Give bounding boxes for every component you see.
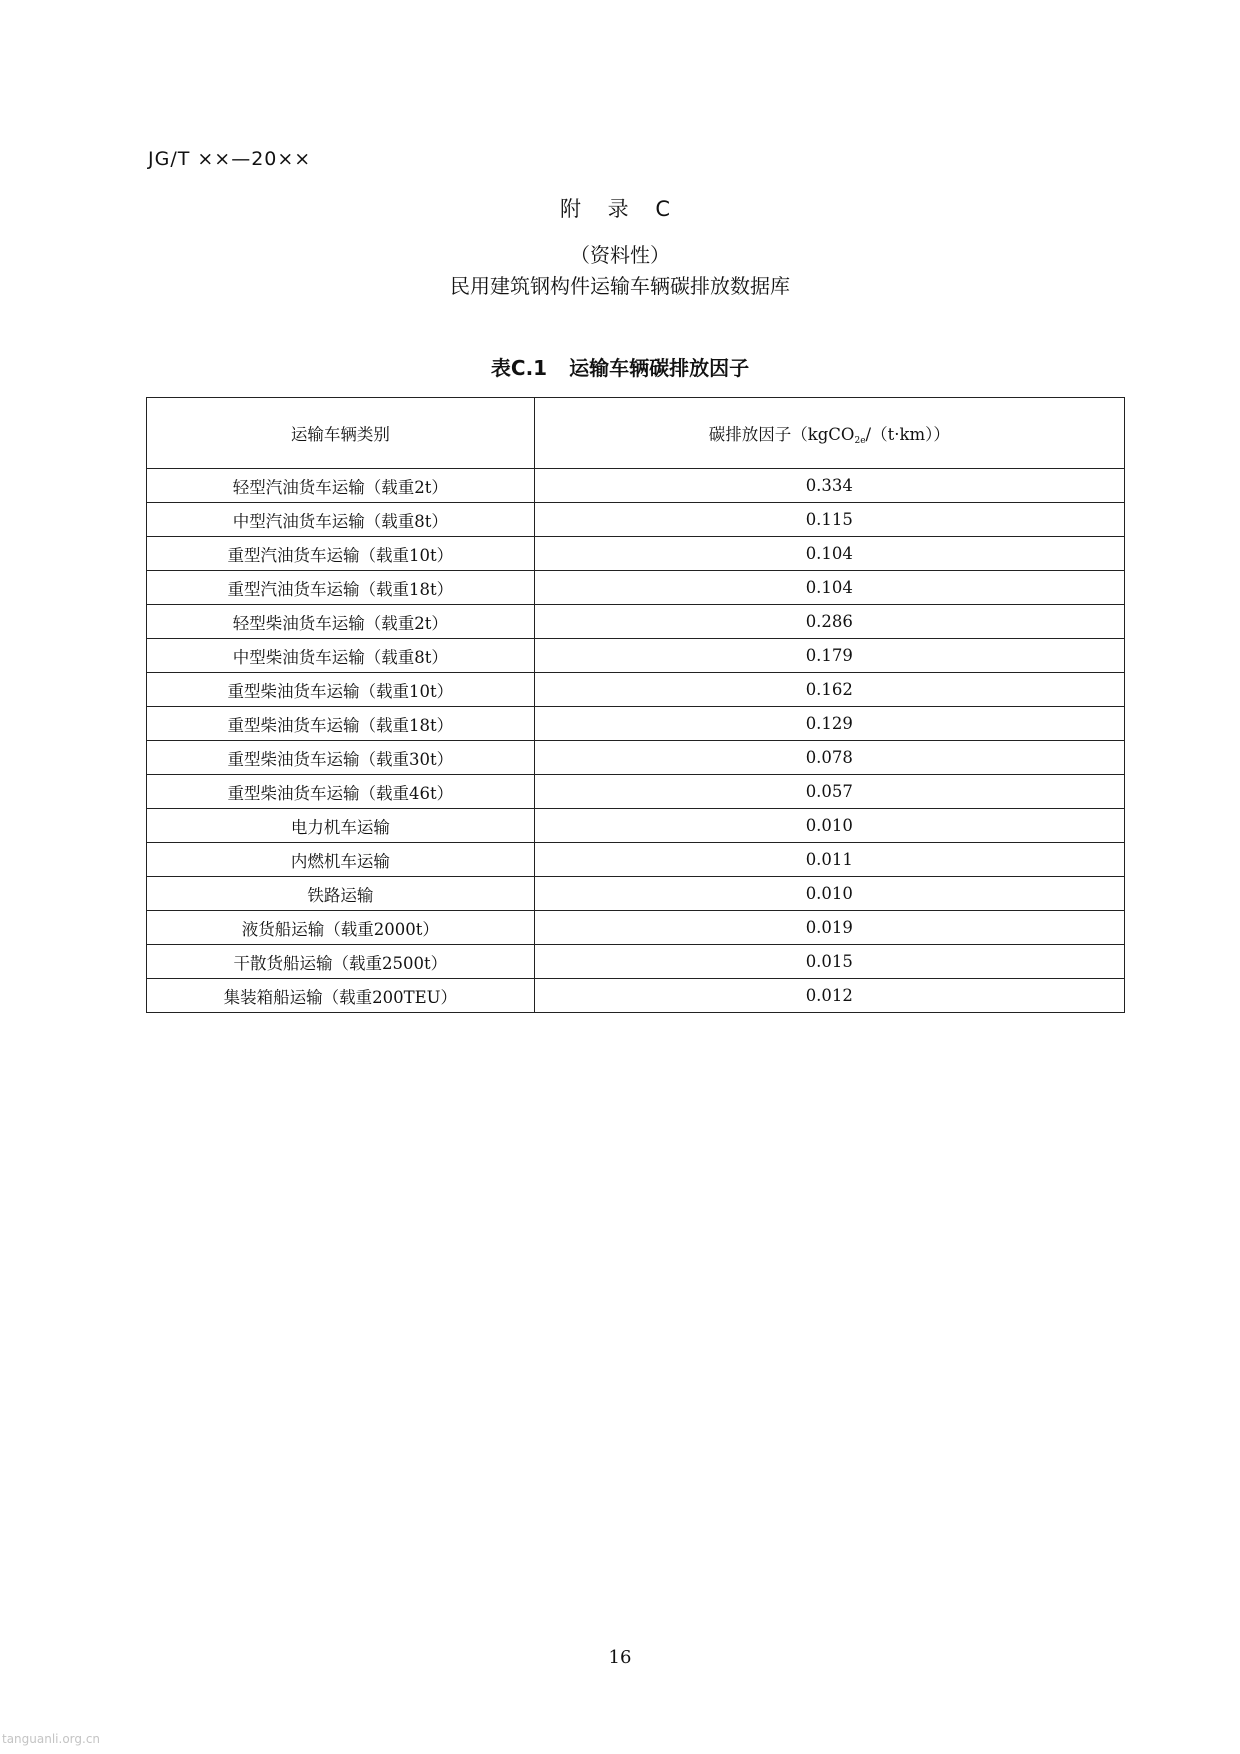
table-row [147,503,1125,537]
vehicle-category-cell: 液货船运输（载重2000t） [147,911,535,945]
emission-factor-cell: 0.010 [534,809,1124,843]
vehicle-category-cell: 轻型柴油货车运输（载重2t） [147,605,535,639]
emission-factor-cell: 0.012 [534,979,1124,1013]
vehicle-category-cell: 重型汽油货车运输（载重10t） [147,537,535,571]
table-row [147,571,1125,605]
header-emission-factor [534,398,1124,469]
table-caption-text: 运输车辆碳排放因子 [569,356,750,380]
emission-factor-cell: 0.104 [534,537,1124,571]
vehicle-category-cell: 重型柴油货车运输（载重30t） [147,741,535,775]
vehicle-category-cell: 集装箱船运输（载重200TEU） [147,979,535,1013]
table-row [147,911,1125,945]
vehicle-category-cell: 重型柴油货车运输（载重46t） [147,775,535,809]
vehicle-category-cell: 重型柴油货车运输（载重10t） [147,673,535,707]
emission-factor-cell: 0.129 [534,707,1124,741]
page-number: 16 [608,1647,632,1668]
table-row [147,945,1125,979]
emission-factor-cell: 0.179 [534,639,1124,673]
table-row [147,843,1125,877]
vehicle-category-cell: 内燃机车运输 [147,843,535,877]
vehicle-category-cell: 轻型汽油货车运输（载重2t） [147,469,535,503]
vehicle-category-cell: 重型柴油货车运输（载重18t） [147,707,535,741]
emission-factor-cell: 0.104 [534,571,1124,605]
emission-factor-cell: 0.057 [534,775,1124,809]
table-header-row [147,398,1125,469]
header-vehicle-category: 运输车辆类别 [147,398,535,469]
table-caption-number: 表C.1 [490,356,548,380]
emission-factor-table [146,397,1125,1013]
vehicle-category-cell: 中型柴油货车运输（载重8t） [147,639,535,673]
table-body [147,469,1125,1013]
appendix-subject: 民用建筑钢构件运输车辆碳排放数据库 [450,274,790,298]
table-row [147,639,1125,673]
emission-factor-cell: 0.011 [534,843,1124,877]
table-row [147,537,1125,571]
emission-factor-cell: 0.334 [534,469,1124,503]
vehicle-category-cell: 干散货船运输（载重2500t） [147,945,535,979]
table-row [147,469,1125,503]
vehicle-category-cell: 中型汽油货车运输（载重8t） [147,503,535,537]
table-row [147,809,1125,843]
emission-factor-cell: 0.010 [534,877,1124,911]
emission-factor-cell: 0.015 [534,945,1124,979]
watermark: tanguanli.org.cn [2,1732,101,1746]
appendix-nature: （资料性） [570,243,670,267]
table-row [147,979,1125,1013]
header-emission-factor-subscript: 2e [854,435,866,446]
table-caption [0,352,1240,381]
vehicle-category-cell: 铁路运输 [147,877,535,911]
header-emission-factor-suffix: /（t·km）） [865,424,950,444]
emission-factor-cell: 0.019 [534,911,1124,945]
vehicle-category-cell: 电力机车运输 [147,809,535,843]
emission-factor-cell: 0.286 [534,605,1124,639]
table-row [147,605,1125,639]
emission-factor-cell: 0.078 [534,741,1124,775]
emission-factor-cell: 0.115 [534,503,1124,537]
table-row [147,741,1125,775]
header-emission-factor-prefix: 碳排放因子（kgCO [708,424,855,444]
emission-factor-cell: 0.162 [534,673,1124,707]
appendix-title: 附 录 C [559,197,680,221]
document-id: JG/T ××—20×× [148,148,312,170]
table-row [147,673,1125,707]
vehicle-category-cell: 重型汽油货车运输（载重18t） [147,571,535,605]
table-row [147,877,1125,911]
table-row [147,707,1125,741]
table-row [147,775,1125,809]
